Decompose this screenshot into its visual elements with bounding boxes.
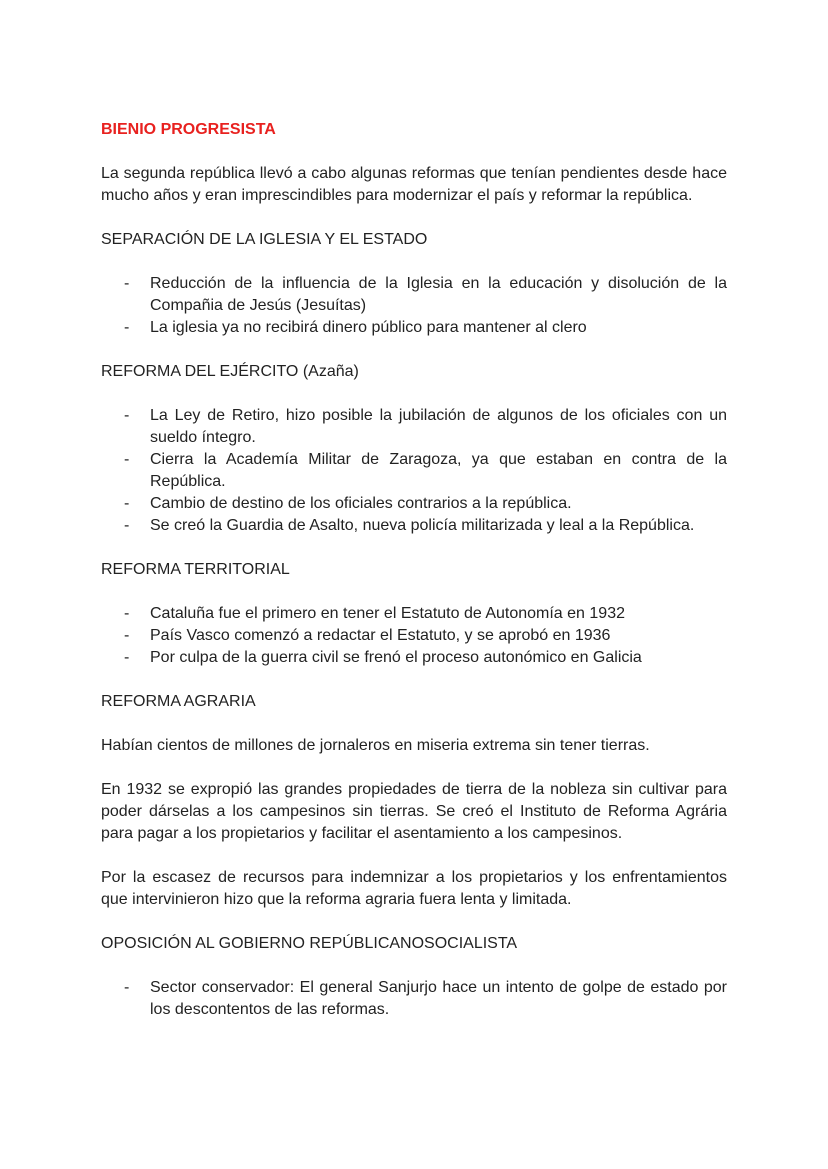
list-item: - La Ley de Retiro, hizo posible la jubilación de algunos de los oficiales con un sueldo íntegro. xyxy=(124,407,727,446)
document-title: BIENIO PROGRESISTA xyxy=(101,121,276,138)
bullet-dash: - xyxy=(124,627,130,644)
list-item: - País Vasco comenzó a redactar el Estatuto, y se aprobó en 1936 xyxy=(101,625,727,647)
bullet-dash: - xyxy=(124,451,130,468)
bullet-dash: - xyxy=(124,649,130,666)
intro-paragraph: La segunda república llevó a cabo algunas reformas que tenían pendientes desde hace mucho años y eran imprescindibles para modernizar el país y reformar la república. xyxy=(101,165,727,204)
bullet-dash: - xyxy=(124,407,130,424)
section-heading-ejercito: REFORMA DEL EJÉRCITO (Azaña) xyxy=(101,363,359,380)
bullet-dash: - xyxy=(124,979,130,996)
bullet-dash: - xyxy=(124,495,130,512)
list-item: - Por culpa de la guerra civil se frenó el proceso autonómico en Galicia xyxy=(101,647,727,669)
section-heading-territorial: REFORMA TERRITORIAL xyxy=(101,561,290,578)
list-item: - La iglesia ya no recibirá dinero público para mantener al clero xyxy=(101,317,727,339)
list-item: - Cataluña fue el primero en tener el Estatuto de Autonomía en 1932 xyxy=(101,603,727,625)
list-item: - Sector conservador: El general Sanjurjo hace un intento de golpe de estado por los descontentos de las reformas. xyxy=(124,979,727,1018)
list-oposicion xyxy=(101,977,727,1021)
agraria-paragraph: En 1932 se expropió las grandes propiedades de tierra de la nobleza sin cultivar para poder dárselas a los campesinos sin tierras. Se creó el Instituto de Reforma Agrária para pagar a los propietarios y facilitar el asentamiento a los campesinos. xyxy=(101,781,727,842)
list-item: - Cierra la Academía Militar de Zaragoza, ya que estaban en contra de la República. xyxy=(124,451,727,490)
list-ejercito xyxy=(101,405,727,537)
section-heading-agraria: REFORMA AGRARIA xyxy=(101,693,256,710)
bullet-dash: - xyxy=(124,319,130,336)
bullet-dash: - xyxy=(124,517,130,534)
list-iglesia xyxy=(101,273,727,339)
section-heading-oposicion: OPOSICIÓN AL GOBIERNO REPÚBLICANOSOCIALISTA xyxy=(101,935,518,952)
agraria-paragraph: Habían cientos de millones de jornaleros en miseria extrema sin tener tierras. xyxy=(101,737,650,754)
bullet-dash: - xyxy=(124,605,130,622)
agraria-paragraph: Por la escasez de recursos para indemnizar a los propietarios y los enfrentamientos que intervinieron hizo que la reforma agraria fuera lenta y limitada. xyxy=(101,869,727,908)
list-item: - Se creó la Guardia de Asalto, nueva policía militarizada y leal a la República. xyxy=(101,515,727,537)
list-item: - Reducción de la influencia de la Iglesia en la educación y disolución de la Compañia de Jesús (Jesuítas) xyxy=(124,275,727,314)
list-item: - Cambio de destino de los oficiales contrarios a la república. xyxy=(101,493,727,515)
bullet-dash: - xyxy=(124,275,130,292)
list-territorial xyxy=(101,603,727,669)
section-heading-iglesia: SEPARACIÓN DE LA IGLESIA Y EL ESTADO xyxy=(101,231,428,248)
